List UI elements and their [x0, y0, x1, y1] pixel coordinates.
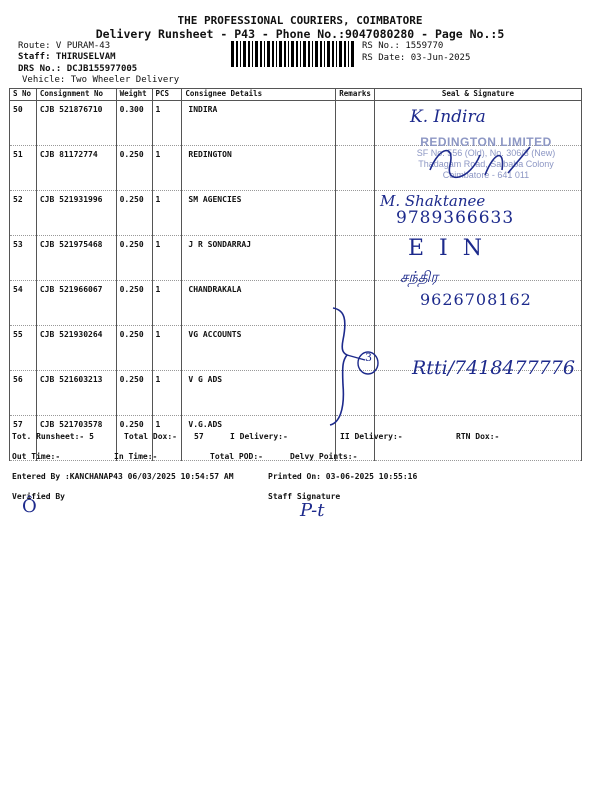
cell-consignment: CJB 521930264	[36, 326, 116, 371]
cell-sno: 51	[10, 146, 37, 191]
cell-pcs: 1	[152, 326, 182, 371]
cell-sno: 52	[10, 191, 37, 236]
stamp-line-2: SF No. 556 (Old), No. 306/3 (New)	[416, 148, 556, 158]
total-pod: Total POD:-	[210, 452, 263, 461]
cell-consignee: V G ADS	[182, 371, 336, 416]
stamp-line-1: REDINGTON LIMITED	[420, 135, 552, 149]
cell-consignment: CJB 521975468	[36, 236, 116, 281]
col-sno: S No	[10, 89, 37, 101]
cell-consignee: REDINGTON	[182, 146, 336, 191]
drs-label: DRS No.: DCJB155977005	[18, 64, 138, 74]
cell-consignee: VG ACCOUNTS	[182, 326, 336, 371]
runsheet-subtitle: Delivery Runsheet - P43 - Phone No.:9047080280 - Page No.:5	[95, 27, 505, 41]
out-time: Out Time:-	[12, 452, 61, 461]
staff-label: Staff: THIRUSELVAM	[18, 52, 116, 62]
verified-by-label: Verified By	[12, 492, 65, 501]
cell-consignee: INDIRA	[182, 101, 336, 146]
cell-sno: 54	[10, 281, 37, 326]
barcode-image	[231, 41, 357, 67]
stamp-line-3: Thadagam Road, Saibaba Colony	[418, 159, 554, 169]
ii-delivery: II Delivery:-	[340, 432, 403, 441]
verified-signature: Ô	[22, 496, 37, 517]
cell-weight: 0.250	[116, 281, 152, 326]
cell-weight: 0.250	[116, 371, 152, 416]
cell-consignment: CJB 521966067	[36, 281, 116, 326]
cell-pcs: 1	[152, 281, 182, 326]
cell-weight: 0.250	[116, 236, 152, 281]
cell-weight: 0.250	[116, 146, 152, 191]
rs-date: RS Date: 03-Jun-2025	[362, 53, 471, 63]
col-seal-signature: Seal & Signature	[374, 89, 581, 101]
signature-indira: K. Indira	[410, 107, 486, 127]
in-time: In Time:-	[114, 452, 158, 461]
cell-consignee: V.G.ADS	[182, 416, 336, 461]
cell-pcs: 1	[152, 236, 182, 281]
staff-signature-mark: P-t	[300, 500, 325, 521]
cell-pcs: 1	[152, 416, 182, 461]
i-delivery: I Delivery:-	[230, 432, 288, 441]
rtn-dox: RTN Dox:-	[456, 432, 500, 441]
table-row	[10, 236, 582, 281]
cell-consignee: CHANDRAKALA	[182, 281, 336, 326]
table-header-row	[10, 89, 582, 101]
signature-phone-1: 9789366633	[396, 208, 515, 228]
cell-pcs: 1	[152, 146, 182, 191]
delvy-points: Delvy Points:-	[290, 452, 358, 461]
col-consignment: Consignment No	[36, 89, 116, 101]
cell-consignment: CJB 521703578	[36, 416, 116, 461]
cell-pcs: 1	[152, 101, 182, 146]
redington-signature-scribble	[420, 135, 540, 190]
tot-runsheet: Tot. Runsheet:- 5	[12, 432, 94, 441]
cell-remarks	[336, 191, 375, 236]
col-remarks: Remarks	[336, 89, 375, 101]
cell-consignee: SM AGENCIES	[182, 191, 336, 236]
cell-sno: 55	[10, 326, 37, 371]
cell-pcs: 1	[152, 191, 182, 236]
vehicle-label: Vehicle: Two Wheeler Delivery	[22, 75, 180, 85]
col-consignee: Consignee Details	[182, 89, 336, 101]
bracket-mark	[325, 305, 395, 430]
cell-consignment: CJB 521931996	[36, 191, 116, 236]
signature-shaktanee: M. Shaktanee	[380, 192, 486, 210]
signature-ein: E I N	[408, 236, 486, 261]
cell-sno: 56	[10, 371, 37, 416]
route-label: Route: V PURAM-43	[18, 41, 111, 51]
bracket-count: 3	[365, 351, 372, 364]
cell-weight: 0.250	[116, 191, 152, 236]
cell-sno: 53	[10, 236, 37, 281]
entered-by: Entered By :KANCHANAP43 06/03/2025 10:54:57 AM	[12, 472, 234, 481]
total-dox-value: 57	[194, 432, 204, 441]
printed-on: Printed On: 03-06-2025 10:55:16	[268, 472, 418, 481]
company-title: THE PROFESSIONAL COURIERS, COIMBATORE	[177, 14, 423, 27]
signature-phone-2: 9626708162	[420, 290, 532, 309]
signature-chandrakala: சந்திர	[400, 268, 438, 286]
cell-remarks	[336, 236, 375, 281]
cell-consignment: CJB 81172774	[36, 146, 116, 191]
cell-consignment: CJB 521876710	[36, 101, 116, 146]
cell-consignment: CJB 521603213	[36, 371, 116, 416]
col-pcs: PCS	[152, 89, 182, 101]
cell-pcs: 1	[152, 371, 182, 416]
cell-weight: 0.300	[116, 101, 152, 146]
signature-vg-ads: Rtti/7418477776	[412, 357, 575, 379]
staff-signature-label: Staff Signature	[268, 492, 341, 501]
cell-remarks	[336, 146, 375, 191]
cell-weight: 0.250	[116, 326, 152, 371]
cell-consignee: J R SONDARRAJ	[182, 236, 336, 281]
cell-sno: 50	[10, 101, 37, 146]
total-dox-label: Total Dox:-	[124, 432, 177, 441]
cell-weight: 0.250	[116, 416, 152, 461]
rs-number: RS No.: 1559770	[362, 41, 444, 51]
cell-remarks	[336, 101, 375, 146]
stamp-line-4: Coimbatore - 641 011	[442, 170, 530, 180]
col-weight: Weight	[116, 89, 152, 101]
cell-sno: 57	[10, 416, 37, 461]
